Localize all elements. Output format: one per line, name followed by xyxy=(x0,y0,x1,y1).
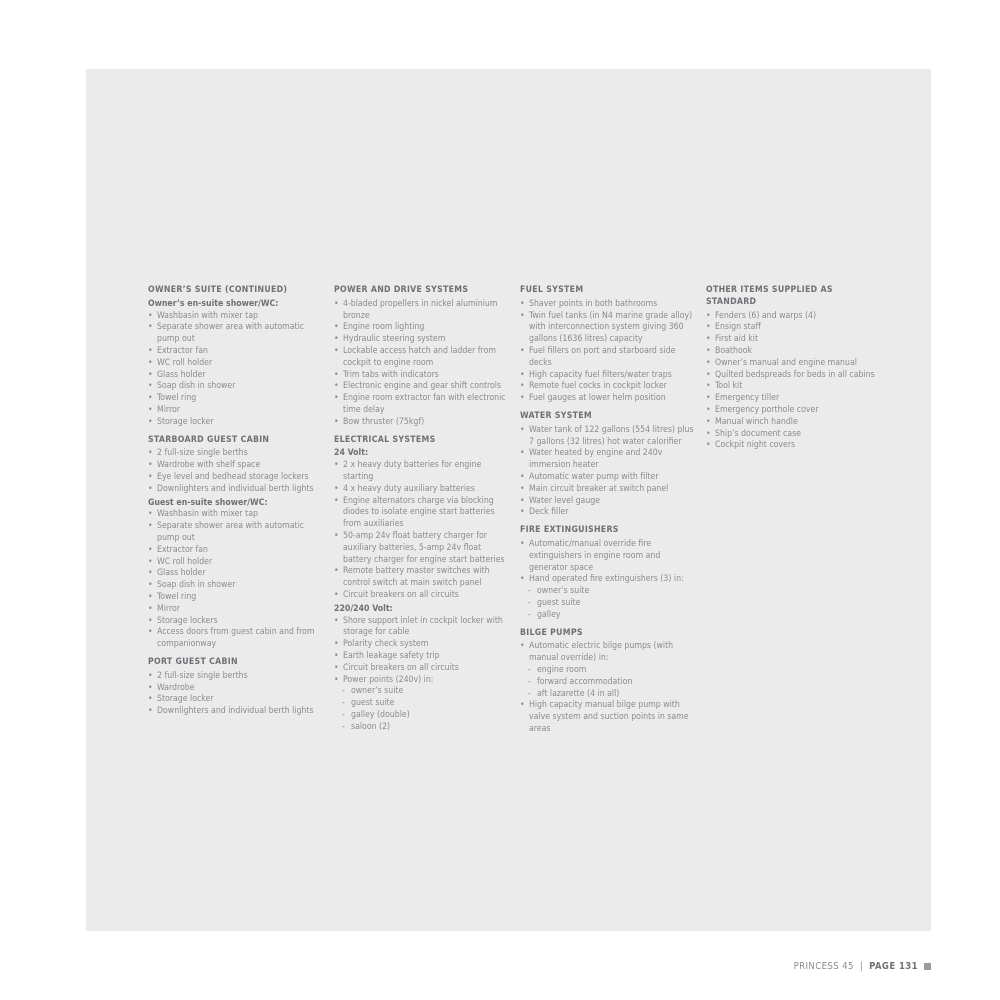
bullet-list xyxy=(148,448,323,495)
list-item: • Automatic electric bilge pumps (with manual override) in: xyxy=(520,641,695,665)
dash-item: - guest suite xyxy=(334,698,509,710)
list-item: • Wardrobe with shelf space xyxy=(148,460,323,472)
list-item: • Access doors from guest cabin and from companionway xyxy=(148,627,323,651)
section-heading: POWER AND DRIVE SYSTEMS xyxy=(334,285,469,295)
bullet-list xyxy=(334,616,509,734)
list-item: • Downlighters and individual berth lights xyxy=(148,484,323,496)
list-item: • 2 x heavy duty batteries for engine starting xyxy=(334,460,509,484)
list-item: • Mirror xyxy=(148,405,323,417)
subheading: Guest en-suite shower/WC: xyxy=(148,497,268,508)
list-item: • Water heated by engine and 240v immersion heater xyxy=(520,448,695,472)
list-item: • Boathook xyxy=(706,346,881,358)
list-item: • Emergency tiller xyxy=(706,393,881,405)
list-item: • Extractor fan xyxy=(148,346,323,358)
section-heading: FIRE EXTINGUISHERS xyxy=(520,525,619,536)
list-item: • Hand operated fire extinguishers (3) in: xyxy=(520,574,695,586)
column-3 xyxy=(520,285,695,736)
bullet-list xyxy=(520,425,695,519)
bullet-list xyxy=(148,671,323,718)
list-item: • Owner’s manual and engine manual xyxy=(706,358,881,370)
dash-item: - galley (double) xyxy=(334,710,509,722)
list-item: • Glass holder xyxy=(148,370,323,382)
list-item: • Automatic water pump with filter xyxy=(520,472,695,484)
list-item: • Manual winch handle xyxy=(706,417,881,429)
section-heading: ELECTRICAL SYSTEMS xyxy=(334,434,436,445)
list-item: • Storage locker xyxy=(148,694,323,706)
list-item: • Ensign staff xyxy=(706,322,881,334)
bullet-list xyxy=(148,311,323,429)
list-item: • Hydraulic steering system xyxy=(334,334,509,346)
list-item: • 2 full-size single berths xyxy=(148,448,323,460)
list-item: • Earth leakage safety trip xyxy=(334,651,509,663)
dash-item: - saloon (2) xyxy=(334,722,509,734)
dash-item: - galley xyxy=(520,610,695,622)
section-heading: BILGE PUMPS xyxy=(520,627,583,638)
list-item: • WC roll holder xyxy=(148,557,323,569)
list-item: • Towel ring xyxy=(148,393,323,405)
column-1 xyxy=(148,285,323,718)
list-item: • Eye level and bedhead storage lockers xyxy=(148,472,323,484)
subheading: 220/240 Volt: xyxy=(334,603,393,614)
list-item: • Separate shower area with automatic pump out xyxy=(148,322,323,346)
list-item: • Lockable access hatch and ladder from cockpit to engine room xyxy=(334,346,509,370)
list-item: • Fuel fillers on port and starboard side decks xyxy=(520,346,695,370)
list-item: • Shaver points in both bathrooms xyxy=(520,299,695,311)
subheading: Owner’s en-suite shower/WC: xyxy=(148,298,279,309)
list-item: • Separate shower area with automatic pump out xyxy=(148,521,323,545)
list-item: • Engine room extractor fan with electronic time delay xyxy=(334,393,509,417)
bullet-list xyxy=(520,539,695,622)
section-heading: OTHER ITEMS SUPPLIED AS STANDARD xyxy=(706,285,833,307)
list-item: • Washbasin with mixer tap xyxy=(148,311,323,323)
bullet-list xyxy=(520,641,695,700)
list-item: • Polarity check system xyxy=(334,639,509,651)
list-item: • Water level gauge xyxy=(520,496,695,508)
section-heading: PORT GUEST CABIN xyxy=(148,656,238,667)
list-item: • Shore support inlet in cockpit locker with storage for cable xyxy=(334,616,509,640)
dash-item: - engine room xyxy=(520,665,695,677)
bullet-list xyxy=(520,299,695,405)
list-item: • Circuit breakers on all circuits xyxy=(334,663,509,675)
bullet-list xyxy=(520,700,695,735)
list-item: • 4 x heavy duty auxiliary batteries xyxy=(334,484,509,496)
list-item: • Ship’s document case xyxy=(706,429,881,441)
list-item: • Downlighters and individual berth lights xyxy=(148,706,323,718)
list-item: • Bow thruster (75kgf) xyxy=(334,417,509,429)
bullet-list xyxy=(706,311,881,453)
section-heading: OWNER’S SUITE (CONTINUED) xyxy=(148,285,288,295)
list-item: • Quilted bedspreads for beds in all cabins xyxy=(706,370,881,382)
dash-item: - owner’s suite xyxy=(520,586,695,598)
list-item: • Remote fuel cocks in cockpit locker xyxy=(520,381,695,393)
section-heading: WATER SYSTEM xyxy=(520,410,592,421)
list-item: • Power points (240v) in: xyxy=(334,675,509,687)
list-item: • Fenders (6) and warps (4) xyxy=(706,311,881,323)
list-item: • WC roll holder xyxy=(148,358,323,370)
list-item: • Soap dish in shower xyxy=(148,381,323,393)
dash-item: - aft lazarette (4 in all) xyxy=(520,689,695,701)
list-item: • Main circuit breaker at switch panel xyxy=(520,484,695,496)
column-2 xyxy=(334,285,509,733)
dash-item: - forward accommodation xyxy=(520,677,695,689)
dash-item: - owner’s suite xyxy=(334,686,509,698)
bullet-list xyxy=(148,509,323,651)
list-item: • Wardrobe xyxy=(148,683,323,695)
list-item: • Trim tabs with indicators xyxy=(334,370,509,382)
dash-item: - guest suite xyxy=(520,598,695,610)
square-icon xyxy=(924,963,931,970)
list-item: • Twin fuel tanks (in N4 marine grade alloy) with interconnection system giving 360 gallons (1636 litres) capacity xyxy=(520,311,695,346)
footer-separator: | xyxy=(859,961,864,972)
list-item: • Soap dish in shower xyxy=(148,580,323,592)
list-item: • Automatic/manual override fire extinguishers in engine room and generator space xyxy=(520,539,695,574)
list-item: • Towel ring xyxy=(148,592,323,604)
list-item: • Washbasin with mixer tap xyxy=(148,509,323,521)
list-item: • Water tank of 122 gallons (554 litres) plus 7 gallons (32 litres) hot water calorifier xyxy=(520,425,695,449)
list-item: • Deck filler xyxy=(520,507,695,519)
column-4 xyxy=(706,285,881,452)
bullet-list xyxy=(334,299,509,429)
page-number: PAGE 131 xyxy=(869,961,918,972)
subheading: 24 Volt: xyxy=(334,448,369,459)
list-item: • High capacity fuel filters/water traps xyxy=(520,370,695,382)
section-heading: STARBOARD GUEST CABIN xyxy=(148,434,270,445)
list-item: • Extractor fan xyxy=(148,545,323,557)
list-item: • Cockpit night covers xyxy=(706,440,881,452)
list-item: • Remote battery master switches with control switch at main switch panel xyxy=(334,566,509,590)
list-item: • Tool kit xyxy=(706,381,881,393)
list-item: • Electronic engine and gear shift controls xyxy=(334,381,509,393)
list-item: • Storage lockers xyxy=(148,616,323,628)
list-item: • Circuit breakers on all circuits xyxy=(334,590,509,602)
section-heading: FUEL SYSTEM xyxy=(520,285,584,295)
list-item: • Storage locker xyxy=(148,417,323,429)
footer-brand: PRINCESS 45 xyxy=(793,961,854,972)
list-item: • Fuel gauges at lower helm position xyxy=(520,393,695,405)
list-item: • 50-amp 24v float battery charger for auxiliary batteries, 5-amp 24v float battery charger for engine start batteries xyxy=(334,531,509,566)
list-item: • Mirror xyxy=(148,604,323,616)
list-item: • 2 full-size single berths xyxy=(148,671,323,683)
list-item: • 4-bladed propellers in nickel aluminium bronze xyxy=(334,299,509,323)
list-item: • Emergency porthole cover xyxy=(706,405,881,417)
list-item: • High capacity manual bilge pump with valve system and suction points in same areas xyxy=(520,700,695,735)
bullet-list xyxy=(334,460,509,602)
list-item: • Engine room lighting xyxy=(334,322,509,334)
list-item: • First aid kit xyxy=(706,334,881,346)
list-item: • Engine alternators charge via blocking diodes to isolate engine start batteries from auxiliaries xyxy=(334,496,509,531)
list-item: • Glass holder xyxy=(148,568,323,580)
page-footer xyxy=(794,961,931,972)
